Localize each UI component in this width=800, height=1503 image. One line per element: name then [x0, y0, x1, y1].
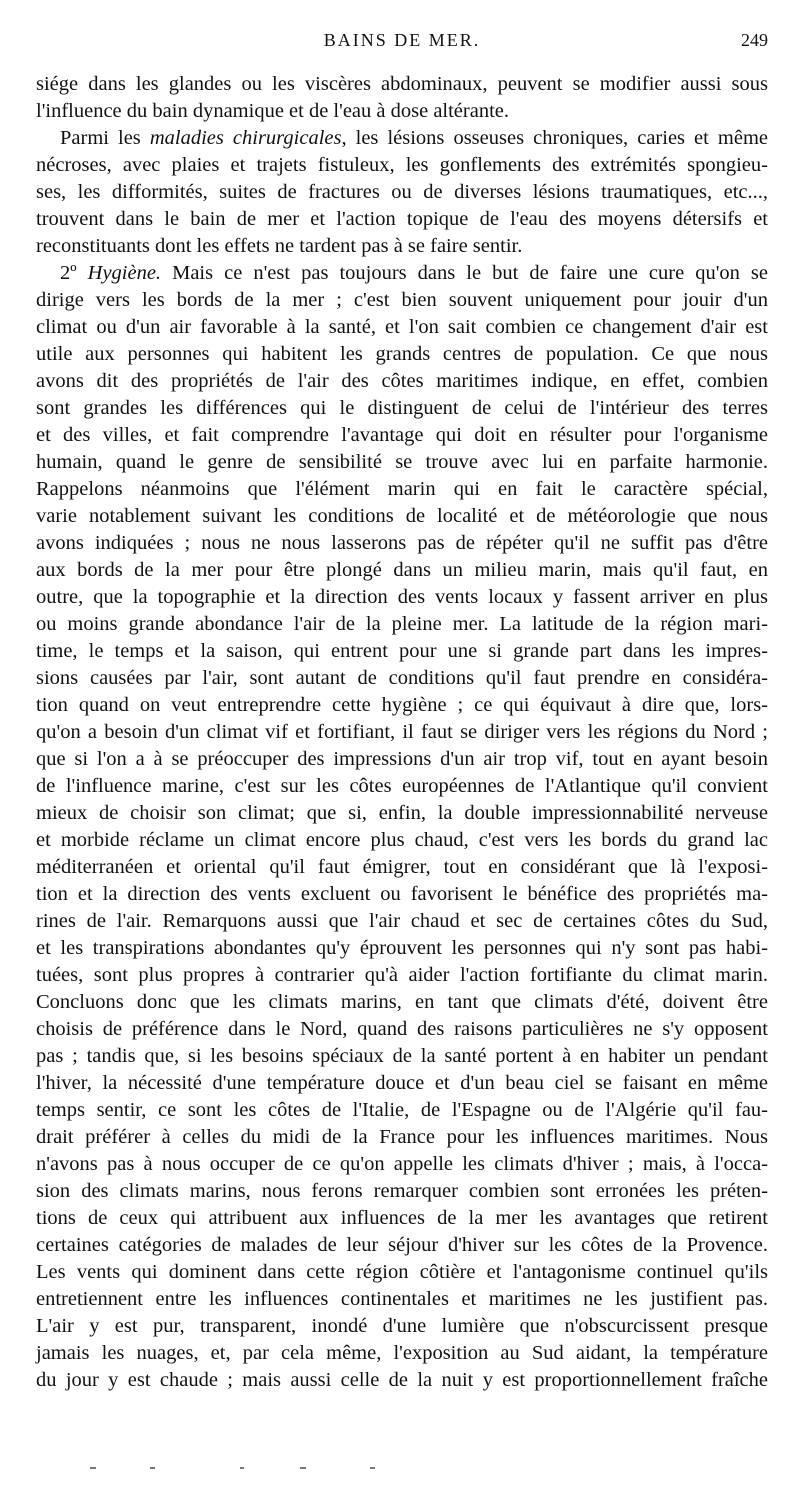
- page-number: 249: [741, 30, 768, 50]
- text-line: utile aux personnes qui habitent les grands centres de population. Ce que nous: [36, 343, 768, 365]
- text-line: de l'influence marine, c'est sur les côtes européennes de l'Atlantique qu'il convient: [36, 775, 768, 797]
- text-line: outre, que la topographie et la direction des vents locaux y fassent arriver en plus: [36, 586, 768, 608]
- text-line: qu'on a besoin d'un climat vif et fortifiant, il faut se diriger vers les régions du Nord ;: [36, 721, 768, 743]
- text-line: Les vents qui dominent dans cette région côtière et l'antagonisme continuel qu'ils: [36, 1261, 768, 1283]
- text-run: Parmi les: [60, 127, 141, 149]
- text-line: entretiennent entre les influences continentales et maritimes ne les justifient pas.: [36, 1288, 768, 1310]
- text-line: tion quand on veut entreprendre cette hygiène ; ce qui équivaut à dire que, lors-: [36, 694, 768, 716]
- scan-specks: [90, 1467, 390, 1469]
- text-line: dirige vers les bords de la mer ; c'est bien souvent uniquement pour jouir d'un: [36, 289, 768, 311]
- text-line: temps sentir, ce sont les côtes de l'Italie, de l'Espagne ou de l'Algérie qu'il fau-: [36, 1099, 768, 1121]
- text-line: rines de l'air. Remarquons aussi que l'air chaud et sec de certaines côtes du Sud,: [36, 910, 768, 932]
- text-line: L'air y est pur, transparent, inondé d'une lumière que n'obscurcissent presque: [36, 1315, 768, 1337]
- running-header: [36, 30, 768, 60]
- text-line: tion et la direction des vents excluent ou favorisent le bénéfice des propriétés ma-: [36, 883, 768, 905]
- text-line-surgical: [36, 125, 768, 152]
- scan-speck: [150, 1467, 155, 1469]
- text-line: varie notablement suivant les conditions de localité et de météorologie que nous: [36, 505, 768, 527]
- text-run: Mais ce n'est pas toujours dans le but de faire une cure qu'on se: [172, 262, 769, 284]
- text-line: et morbide réclame un climat encore plus chaud, c'est vers les bords du grand lac: [36, 829, 768, 851]
- scan-speck: [90, 1467, 96, 1469]
- text-line: drait préférer à celles du midi de la France pour les influences maritimes. Nous: [36, 1126, 768, 1148]
- text-line: mieux de choisir son climat; que si, enfin, la double impressionnabilité nerveuse: [36, 802, 768, 824]
- text-line: avons dit des propriétés de l'air des côtes maritimes indique, en effet, combien: [36, 370, 768, 392]
- text-line: tuées, sont plus propres à contrarier qu'à aider l'action fortifiante du climat marin.: [36, 964, 768, 986]
- text-line: et des villes, et fait comprendre l'avantage qui doit en résulter pour l'organisme: [36, 424, 768, 446]
- section-number: 2º: [60, 262, 77, 284]
- italic-term: maladies chirurgicales: [149, 127, 342, 149]
- text-line: humain, quand le genre de sensibilité se trouve avec lui en parfaite harmonie.: [36, 451, 768, 473]
- text-run: , les lésions osseuses chroniques, caries et même: [341, 127, 768, 149]
- scan-speck: [300, 1467, 306, 1469]
- text-line: du jour y est chaude ; mais aussi celle de la nuit y est proportionnellement fraîche: [36, 1369, 768, 1391]
- text-line: choisis de préférence dans le Nord, quand des raisons particulières ne s'y opposent: [36, 1018, 768, 1040]
- text-line: siége dans les glandes ou les viscères abdominaux, peuvent se modifier aussi sous: [36, 73, 768, 95]
- section-heading: Hygiène.: [87, 262, 162, 284]
- text-line: et les transpirations abondantes qu'y éprouvent les personnes qui n'y sont pas habi-: [36, 937, 768, 959]
- scan-speck: [370, 1467, 375, 1469]
- text-line: l'hiver, la nécessité d'une température douce et d'un beau ciel se faisant en même: [36, 1072, 768, 1094]
- text-line: certaines catégories de malades de leur séjour d'hiver sur les côtes de la Provence.: [36, 1234, 768, 1256]
- body-text: [36, 71, 768, 1394]
- text-line: Concluons donc que les climats marins, en tant que climats d'été, doivent être: [36, 991, 768, 1013]
- text-line: reconstituants dont les effets ne tardent pas à se faire sentir.: [36, 235, 523, 257]
- text-line-hygiene: [36, 260, 768, 287]
- text-line: avons indiquées ; nous ne nous lasserons pas de répéter qu'il ne suffit pas d'être: [36, 532, 768, 554]
- text-line: l'influence du bain dynamique et de l'eau à dose altérante.: [36, 100, 510, 122]
- text-line: climat ou d'un air favorable à la santé, et l'on sait combien ce changement d'air est: [36, 316, 768, 338]
- text-line: aux bords de la mer pour être plongé dans un milieu marin, mais qu'il faut, en: [36, 559, 768, 581]
- text-line: tions de ceux qui attribuent aux influences de la mer les avantages que retirent: [36, 1207, 768, 1229]
- text-line: ses, les difformités, suites de fractures ou de diverses lésions traumatiques, etc...,: [36, 181, 768, 203]
- text-line: que si l'on a à se préoccuper des impressions d'un air trop vif, tout en ayant besoin: [36, 748, 768, 770]
- text-line: n'avons pas à nous occuper de ce qu'on appelle les climats d'hiver ; mais, à l'occa-: [36, 1153, 768, 1175]
- text-line: trouvent dans le bain de mer et l'action topique de l'eau des moyens détersifs et: [36, 208, 768, 230]
- text-line: jamais les nuages, et, par cela même, l'exposition au Sud aidant, la température: [36, 1342, 768, 1364]
- text-line: ou moins grande abondance l'air de la pleine mer. La latitude de la région mari-: [36, 613, 768, 635]
- text-line: pas ; tandis que, si les besoins spéciaux de la santé portent à en habiter un pendant: [36, 1045, 768, 1067]
- text-line: méditerranéen et oriental qu'il faut émigrer, tout en considérant que là l'exposi-: [36, 856, 768, 878]
- text-line: sions causées par l'air, sont autant de conditions qu'il faut prendre en considéra-: [36, 667, 768, 689]
- scan-speck: [240, 1467, 244, 1469]
- text-line: sion des climats marins, nous ferons remarquer combien sont erronées les préten-: [36, 1180, 768, 1202]
- running-title: BAINS DE MER.: [323, 30, 481, 50]
- text-line: sont grandes les différences qui le distinguent de celui de l'intérieur des terres: [36, 397, 768, 419]
- text-line: nécroses, avec plaies et trajets fistuleux, les gonflements des extrémités spongieu-: [36, 154, 768, 176]
- text-line: time, le temps et la saison, qui entrent pour une si grande part dans les impres-: [36, 640, 768, 662]
- text-line: Rappelons néanmoins que l'élément marin qui en fait le caractère spécial,: [36, 478, 768, 500]
